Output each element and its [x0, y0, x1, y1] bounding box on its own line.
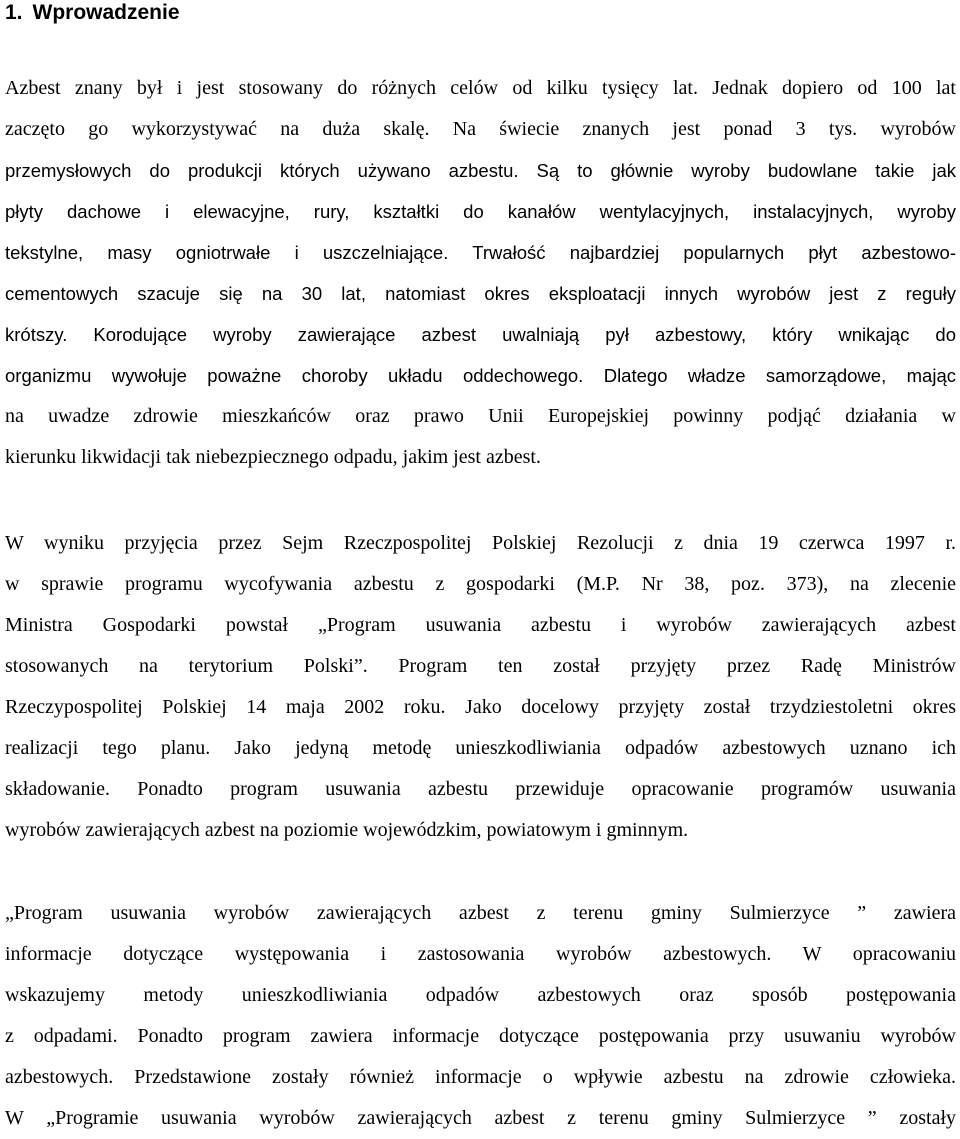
- paragraph-intro: [5, 68, 956, 478]
- text-line: wyrobów zawierających azbest na poziomie wojewódzkim, powiatowym i gminnym.: [5, 819, 689, 841]
- text-line: realizacji tego planu. Jako jedyną metodę unieszkodliwiania odpadów azbestowych uznano ich: [5, 737, 956, 759]
- paragraph-program: [5, 893, 956, 1139]
- text-line: Ministra Gospodarki powstał „Program usuwania azbestu i wyrobów zawierających azbest: [5, 614, 956, 636]
- text-line: tekstylne, masy ogniotrwałe i uszczelniające. Trwałość najbardziej popularnych płyt azbestowo-: [5, 242, 956, 263]
- text-line: stosowanych na terytorium Polski”. Program ten został przyjęty przez Radę Ministrów: [5, 655, 956, 677]
- text-line: azbestowych. Przedstawione zostały również informacje o wpływie azbestu na zdrowie człowieka.: [5, 1066, 956, 1088]
- text-line: wskazujemy metody unieszkodliwiania odpadów azbestowych oraz sposób postępowania: [5, 984, 956, 1006]
- text-line: Azbest znany był i jest stosowany do różnych celów od kilku tysięcy lat. Jednak dopiero od 100 lat: [5, 77, 956, 99]
- text-line: płyty dachowe i elewacyjne, rury, kształtki do kanałów wentylacyjnych, instalacyjnych, wyroby: [5, 201, 956, 222]
- paragraph-resolution: [5, 523, 956, 851]
- text-line: zaczęto go wykorzystywać na duża skalę. Na świecie znanych jest ponad 3 tys. wyrobów: [5, 118, 956, 140]
- text-line: w sprawie programu wycofywania azbestu z gospodarki (M.P. Nr 38, poz. 373), na zlecenie: [5, 573, 956, 595]
- text-line: krótszy. Korodujące wyroby zawierające azbest uwalniają pył azbestowy, który wnikając do: [5, 324, 956, 345]
- text-line: „Program usuwania wyrobów zawierających azbest z terenu gminy Sulmierzyce ” zawiera: [5, 902, 956, 924]
- text-line: organizmu wywołuje poważne choroby układu oddechowego. Dlatego władze samorządowe, mając: [5, 365, 956, 386]
- text-line: W „Programie usuwania wyrobów zawierających azbest z terenu gminy Sulmierzyce ” zostały: [5, 1107, 956, 1129]
- text-line: przemysłowych do produkcji których używano azbestu. Są to głównie wyroby budowlane takie jak: [5, 160, 956, 181]
- text-line: W wyniku przyjęcia przez Sejm Rzeczpospolitej Polskiej Rezolucji z dnia 19 czerwca 1997 r.: [5, 532, 956, 554]
- text-line: cementowych szacuje się na 30 lat, natomiast okres eksploatacji innych wyrobów jest z reguły: [5, 283, 956, 304]
- text-line: na uwadze zdrowie mieszkańców oraz prawo Unii Europejskiej powinny podjąć działania w: [5, 405, 956, 427]
- text-line: składowanie. Ponadto program usuwania azbestu przewiduje opracowanie programów usuwania: [5, 778, 956, 800]
- text-line: kierunku likwidacji tak niebezpiecznego odpadu, jakim jest azbest.: [5, 446, 541, 468]
- text-line: z odpadami. Ponadto program zawiera informacje dotyczące postępowania przy usuwaniu wyrobów: [5, 1025, 956, 1047]
- section-title: Wprowadzenie: [32, 1, 180, 24]
- text-line: informacje dotyczące występowania i zastosowania wyrobów azbestowych. W opracowaniu: [5, 943, 956, 965]
- section-number: 1.: [5, 1, 23, 24]
- section-heading: [5, 0, 180, 26]
- text-line: Rzeczypospolitej Polskiej 14 maja 2002 roku. Jako docelowy przyjęty został trzydziestoletni okres: [5, 696, 956, 718]
